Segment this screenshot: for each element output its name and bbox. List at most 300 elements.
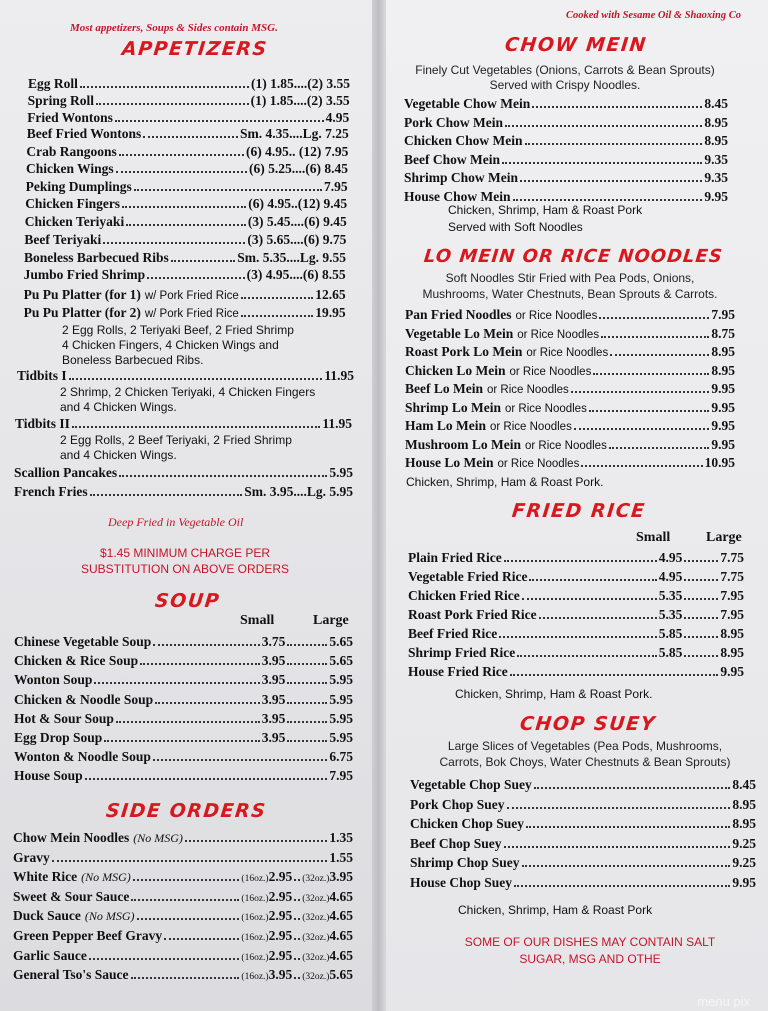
menu-item-row [13,850,353,866]
leader-dots [119,154,244,156]
item-name: Pan Fried Noodles [405,307,512,322]
house-description: Chicken, Shrimp, Ham & Roast Pork [458,903,653,917]
leader-dots [609,447,710,449]
menu-item-row [13,928,353,944]
watermark: menu pix [697,994,750,1009]
leader-dots [143,136,238,138]
leader-dots [294,879,300,881]
leader-dots [574,428,710,430]
leader-dots [137,918,240,920]
item-name: Plain Fried Rice [408,550,502,565]
item-name: Scallion Pancakes [14,465,118,480]
item-price: (3) 5.65....(6) 9.75 [247,232,347,247]
item-name: Chicken & Noodle Soup [14,691,154,707]
large-price: 5.65 [329,653,353,669]
small-price: 4.95 [658,550,683,565]
leader-dots [684,579,718,581]
leader-dots [72,426,320,428]
item-price: 9.95 [711,418,735,433]
large-price: 4.65 [329,947,353,963]
house-description: Chicken, Shrimp, Ham & Roast Pork [448,203,643,217]
menu-item-row [27,110,349,126]
lo-mein-description: Soft Noodles Stir Fried with Pea Pods, Onions, [445,271,695,285]
size-label: (32oz.) [302,874,330,885]
item-note: (No MSG) [84,909,135,924]
item-name: Fried Wontons [27,110,113,125]
warning-note: SOME OF OUR DISHES MAY CONTAIN SALT [464,935,716,949]
menu-item-row [408,607,744,623]
leader-dots [684,636,718,638]
menu-item-row [13,967,353,983]
leader-dots [529,579,656,581]
leader-dots [505,125,702,127]
leader-dots [287,740,327,742]
item-note: or Rice Noodles [525,439,607,452]
leader-dots [525,143,703,145]
lo-mein-description: Mushrooms, Water Chestnuts, Bean Sprouts & Carrots. [422,287,718,301]
item-price: (1) 1.85....(2) 3.55 [250,93,350,108]
leader-dots [103,242,245,244]
size-label: (32oz.) [302,893,330,904]
item-price: (1) 1.85....(2) 3.55 [251,76,350,91]
leader-dots [517,655,657,657]
leader-dots [539,617,657,619]
item-price: 9.25 [732,835,756,851]
menu-item-row [410,797,756,813]
menu-item-row [27,126,349,142]
menu-item-row [26,144,348,160]
item-price: 9.95 [732,874,756,890]
menu-item-row [14,465,353,481]
item-price: 5.95 [329,465,353,480]
menu-item-row [14,484,353,500]
house-description: Chicken, Shrimp, Ham & Roast Pork. [455,687,653,701]
leader-dots [589,410,710,412]
item-name: House Lo Mein [405,455,494,470]
leader-dots [504,846,731,848]
item-name: Vegetable Lo Mein [405,325,514,341]
leader-dots [155,702,260,704]
leader-dots [514,885,730,887]
large-price: 4.65 [329,908,353,924]
large-column-header: Large [313,613,349,628]
menu-item-row [405,400,735,416]
item-price: (6) 4.95.. (12) 7.95 [246,144,349,159]
item-name: Garlic Sauce [13,947,87,963]
small-price: 3.75 [261,634,286,649]
leader-dots [241,315,313,317]
leader-dots [153,759,327,761]
item-name: Tidbits I [17,368,67,383]
menu-item-row [26,179,348,195]
small-price: 4.95 [658,569,683,584]
size-label: (16oz.) [241,893,269,904]
item-price: 8.95 [711,362,735,378]
item-name: Beef Fried Rice [408,626,498,641]
page-fold [372,0,386,1011]
pupu-description: Boneless Barbecued Ribs. [62,353,204,367]
leader-dots [153,644,259,646]
chow-mein-description: Finely Cut Vegetables (Onions, Carrots & Bean Sprouts) [415,63,715,77]
menu-item-row [405,437,735,453]
item-price: 4.95 [325,110,350,125]
leader-dots [513,199,703,201]
item-name: Duck Sauce [13,908,81,924]
small-column-header: Small [636,530,671,545]
leader-dots [684,598,718,600]
leader-dots [131,899,239,901]
small-price: 5.85 [658,645,683,660]
item-note: or Rice Noodles [517,328,600,341]
menu-item-row [408,626,744,642]
item-note: or Rice Noodles [509,365,592,378]
small-price: 3.95 [261,730,286,745]
menu-item-row [14,692,353,708]
item-price: 8.95 [711,344,735,359]
item-name: Beef Lo Mein [405,381,483,396]
leader-dots [502,162,702,164]
menu-item-row [14,768,353,784]
small-price: 5.35 [658,588,683,603]
leader-dots [532,106,702,108]
small-price: 3.95 [261,672,286,688]
item-name: Wonton Soup [14,672,93,688]
menu-item-row [410,855,756,871]
menu-item-row [25,196,347,212]
leader-dots [94,682,259,684]
leader-dots [510,674,719,676]
large-price: 4.65 [329,928,353,943]
tidbits-description: and 4 Chicken Wings. [60,448,177,462]
item-name: Chicken & Rice Soup [14,653,139,669]
item-name: Beef Fried Wontons [26,126,142,141]
chow-mein-description: Served with Crispy Noodles. [489,78,641,92]
size-label: (16oz.) [241,913,269,924]
tidbits-description: and 4 Chicken Wings. [60,400,177,414]
item-name: Shrimp Chow Mein [404,170,519,186]
item-note: (No MSG) [133,831,183,845]
item-name: Peking Dumplings [25,179,132,194]
item-price: 10.95 [704,455,735,470]
menu-item-row [410,836,756,852]
small-price: 5.85 [658,626,683,641]
leader-dots [241,297,313,299]
leader-dots [52,860,328,862]
menu-item-row [24,250,346,266]
leader-dots [294,938,300,940]
item-name: Beef Chow Mein [404,151,500,167]
size-label: (32oz.) [302,913,330,924]
large-price: 5.95 [329,691,353,707]
size-label: (16oz.) [241,952,269,963]
leader-dots [294,899,300,901]
small-price: 2.95 [268,888,293,904]
large-price: 7.95 [720,588,744,603]
item-name: Mushroom Lo Mein [405,436,522,452]
item-price: 9.35 [704,170,728,186]
leader-dots [294,977,300,979]
leader-dots [115,120,324,122]
item-name: Hot & Sour Soup [14,710,114,726]
small-price: 2.95 [268,928,293,943]
item-name: Gravy [13,849,50,865]
large-price: 9.95 [720,664,744,679]
large-price: 7.75 [720,569,744,584]
leader-dots [499,636,657,638]
item-price: 9.25 [732,855,756,870]
menu-item-row [408,664,744,680]
item-name: Sweet & Sour Sauce [13,888,130,904]
leader-dots [69,378,323,380]
leader-dots [164,938,239,940]
leader-dots [522,598,657,600]
leader-dots [534,787,731,789]
leader-dots [287,682,327,684]
item-name: Egg Drop Soup [14,730,103,745]
leader-dots [96,103,249,105]
item-name: Chicken Wings [26,161,114,176]
menu-item-row [15,416,352,432]
item-note: or Rice Noodles [490,421,572,433]
menu-item-row [408,550,744,566]
menu-item-row [404,115,728,131]
item-note: or Rice Noodles [526,347,609,359]
leader-dots [147,277,245,279]
large-price: 6.75 [329,749,353,765]
large-price: 8.95 [720,626,744,641]
leader-dots [601,336,709,338]
warning-note: SUGAR, MSG AND OTHE [519,952,661,966]
large-price: 7.75 [720,550,744,565]
menu-item-row [405,418,735,434]
menu-item-row [14,730,353,746]
menu-item-row [405,363,735,379]
leader-dots [122,206,246,208]
menu-item-row [28,76,350,92]
menu-item-row [410,777,756,793]
item-price: 1.35 [329,830,353,845]
item-price: (3) 5.45....(6) 9.45 [247,214,347,229]
pupu-description: 4 Chicken Fingers, 4 Chicken Wings and [62,338,279,352]
item-name: House Soup [14,768,83,784]
chop-suey-description: Carrots, Bok Choys, Water Chestnuts & Bean Sprouts) [439,755,731,769]
item-price: 7.95 [323,179,348,194]
item-price: 19.95 [315,305,346,320]
item-price: 12.65 [315,287,346,302]
menu-item-row [26,161,348,177]
item-name: Shrimp Chop Suey [410,855,520,870]
substitution-note: $1.45 MINIMUM CHARGE PER [99,546,271,560]
item-name: Jumbo Fried Shrimp [23,267,146,282]
large-price: 5.65 [329,967,353,983]
menu-item-row [408,588,744,604]
leader-dots [287,663,327,665]
leader-dots [593,373,709,375]
menu-item-row [410,875,756,891]
leader-dots [119,475,327,477]
item-name: House Chow Mein [404,189,511,204]
chow-mein-heading: CHOW MEIN [503,34,649,56]
menu-item-row [24,232,346,248]
item-name: Tidbits II [15,416,70,431]
item-price: (6) 4.95..(12) 9.45 [248,196,348,211]
small-price: 3.95 [261,691,286,707]
menu-item-row [405,455,735,471]
item-note: (No MSG) [81,870,131,885]
large-price: 5.95 [329,710,353,726]
item-name: Beef Chop Suey [410,835,502,851]
menu-item-row [14,653,353,669]
item-price: 9.95 [711,436,735,452]
size-label: (16oz.) [241,972,269,983]
size-label: (16oz.) [241,933,269,943]
menu-item-row [13,908,353,924]
item-name: General Tso's Sauce [13,967,129,983]
item-price: Sm. 3.95....Lg. 5.95 [244,484,353,499]
chop-suey-description: Large Slices of Vegetables (Pea Pods, Mushrooms, [447,739,723,753]
item-name: Chicken Lo Mein [405,362,506,378]
leader-dots [599,317,709,319]
chop-suey-heading: CHOP SUEY [518,713,658,735]
size-label: (16oz.) [241,874,269,885]
item-price: 9.35 [704,151,728,167]
item-note: or Rice Noodles [497,458,580,470]
leader-dots [571,391,710,393]
item-name: Shrimp Fried Rice [408,645,516,660]
tidbits-description: 2 Egg Rolls, 2 Beef Teriyaki, 2 Fried Shrimp [60,433,292,447]
large-price: 3.95 [329,869,353,885]
item-price: 8.95 [732,796,756,812]
leader-dots [116,171,247,173]
fried-note: Deep Fried in Vegetable Oil [108,515,244,529]
item-price: 8.45 [704,96,728,111]
item-note: or Rice Noodles [486,384,569,396]
item-price: 11.95 [322,416,352,431]
item-name: Chicken Fried Rice [408,588,520,603]
menu-item-row [24,305,346,321]
menu-item-row [13,830,353,846]
menu-item-row [14,672,353,688]
menu-item-row [24,267,346,283]
oil-note: Cooked with Sesame Oil & Shaoxing Co [566,10,742,21]
leader-dots [185,840,327,842]
menu-item-row [410,816,756,832]
menu-item-row [405,307,735,323]
item-name: Crab Rangoons [26,144,117,159]
item-note: or Rice Noodles [515,310,598,322]
msg-note: Most appetizers, Soups & Sides contain MSG. [70,22,278,34]
item-name: Chicken Chow Mein [404,133,523,149]
house-description: Served with Soft Noodles [448,220,583,234]
item-price: Sm. 4.35....Lg. 7.25 [240,126,349,141]
leader-dots [507,807,731,809]
leader-dots [522,865,731,867]
item-price: 9.95 [711,381,735,396]
menu-item-row [24,287,346,303]
leader-dots [581,465,702,467]
item-name: Beef Teriyaki [24,232,102,247]
menu-item-row [408,569,744,585]
menu-item-row [17,368,354,384]
substitution-note: SUBSTITUTION ON ABOVE ORDERS [80,562,290,576]
menu-item-row [404,96,728,112]
small-price: 2.95 [268,908,293,924]
large-price: 4.65 [329,888,353,904]
menu-item-row [404,170,728,186]
leader-dots [131,977,240,979]
menu-item-row [405,344,735,360]
large-price: 8.95 [720,645,744,660]
item-name: Chinese Vegetable Soup [14,634,152,649]
item-name: Chow Mein Noodles [13,830,130,845]
large-column-header: Large [706,530,742,545]
item-note: w/ Pork Fried Rice [144,290,239,302]
item-name: Egg Roll [28,76,78,91]
leader-dots [90,494,243,496]
tidbits-description: 2 Shrimp, 2 Chicken Teriyaki, 4 Chicken Fingers [60,385,316,399]
leader-dots [684,560,718,562]
item-price: 9.95 [711,399,735,415]
leader-dots [287,721,327,723]
item-price: 11.95 [324,368,354,383]
large-price: 5.95 [329,672,353,688]
item-name: Pork Chop Suey [410,796,505,812]
menu-item-row [13,869,353,885]
item-name: Vegetable Chop Suey [410,777,532,792]
leader-dots [526,826,730,828]
item-name: House Chop Suey [410,874,513,890]
leader-dots [610,354,709,356]
menu-item-row [405,381,735,397]
size-label: (32oz.) [302,972,330,983]
leader-dots [684,617,718,619]
leader-dots [133,879,240,881]
item-note: or Rice Noodles [505,402,587,415]
leader-dots [684,655,718,657]
item-name: Pu Pu Platter (for 1) [23,287,141,302]
menu-item-row [404,133,728,149]
size-label: (32oz.) [302,952,330,963]
item-note: w/ Pork Fried Rice [144,308,239,320]
item-name: House Fried Rice [408,664,508,679]
item-name: Chicken Teriyaki [24,214,125,229]
item-name: Chicken Fingers [25,196,121,211]
pupu-description: 2 Egg Rolls, 2 Teriyaki Beef, 2 Fried Shrimp [62,323,294,337]
small-price: 3.95 [268,967,293,983]
menu-item-row [408,645,744,661]
item-name: French Fries [14,484,88,499]
leader-dots [294,958,300,960]
large-price: 7.95 [329,768,353,784]
large-price: 7.95 [720,607,744,622]
item-name: Vegetable Fried Rice [408,569,528,584]
leader-dots [294,918,300,920]
item-price: 8.95 [704,133,728,149]
leader-dots [89,958,240,960]
item-name: Spring Roll [27,93,94,108]
small-column-header: Small [240,613,275,628]
small-price: 2.95 [268,947,293,963]
size-label: (32oz.) [302,933,330,943]
item-name: Ham Lo Mein [405,418,486,433]
leader-dots [520,180,702,182]
small-price: 2.95 [268,869,293,885]
item-price: 8.95 [732,816,756,831]
menu-item-row [14,634,353,650]
large-price: 5.65 [329,634,353,649]
menu-item-row [25,214,347,230]
item-name: Roast Pork Lo Mein [405,344,523,359]
